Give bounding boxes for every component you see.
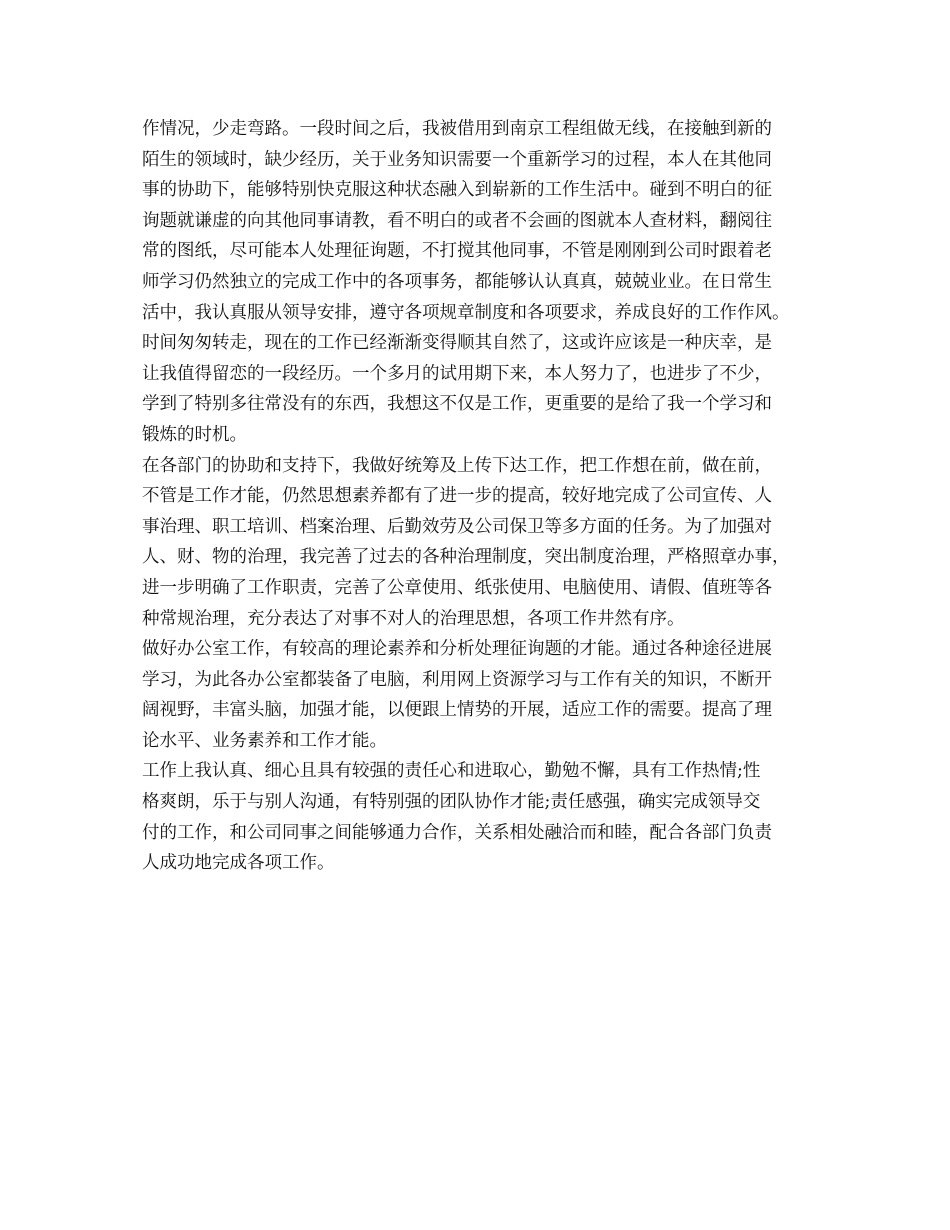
text-line: 让我值得留恋的一段经历。一个多月的试用期下来，本人努力了，也进步了不少， bbox=[142, 363, 772, 384]
text-line: 人成功地完成各项工作。 bbox=[142, 853, 335, 874]
text-line: 事治理、职工培训、档案治理、后勤效劳及公司保卫等多方面的任务。为了加强对 bbox=[142, 516, 772, 537]
text-line: 阔视野，丰富头脑，加强才能，以便跟上情势的开展，适应工作的需要。提高了理 bbox=[142, 700, 772, 721]
text-line: 人、财、物的治理，我完善了过去的各种治理制度，突出制度治理，严格照章办事， bbox=[142, 547, 790, 568]
text-line: 锻炼的时机。 bbox=[142, 424, 247, 445]
text-line: 付的工作，和公司同事之间能够通力合作，关系相处融洽而和睦，配合各部门负责 bbox=[142, 822, 772, 843]
text-line: 进一步明确了工作职责，完善了公章使用、纸张使用、电脑使用、请假、值班等各 bbox=[142, 577, 772, 598]
text-line: 不管是工作才能，仍然思想素养都有了进一步的提高，较好地完成了公司宣传、人 bbox=[142, 486, 772, 507]
text-line: 作情况，少走弯路。一段时间之后，我被借用到南京工程组做无线，在接触到新的 bbox=[142, 119, 772, 139]
text-line: 种常规治理，充分表达了对事不对人的治理思想，各项工作井然有序。 bbox=[142, 608, 685, 629]
text-line: 时间匆匆转走，现在的工作已经渐渐变得顺其自然了，这或许应该是一种庆幸，是 bbox=[142, 333, 772, 354]
text-line: 学习，为此各办公室都装备了电脑，利用网上资源学习与工作有关的知识，不断开 bbox=[142, 669, 772, 690]
text-line: 论水平、业务素养和工作才能。 bbox=[142, 730, 387, 751]
text-line: 格爽朗，乐于与别人沟通，有特别强的团队协作才能;责任感强，确实完成领导交 bbox=[142, 792, 761, 813]
text-line: 做好办公室工作，有较高的理论素养和分析处理征询题的才能。通过各种途径进展 bbox=[142, 639, 772, 660]
text-line: 学到了特别多往常没有的东西，我想这不仅是工作，更重要的是给了我一个学习和 bbox=[142, 394, 772, 415]
text-line: 事的协助下，能够特别快克服这种状态融入到崭新的工作生活中。碰到不明白的征 bbox=[142, 180, 772, 201]
text-line: 工作上我认真、细心且具有较强的责任心和进取心，勤勉不懈，具有工作热情;性 bbox=[142, 761, 761, 782]
text-line: 询题就谦虚的向其他同事请教，看不明白的或者不会画的图就本人查材料，翻阅往 bbox=[142, 210, 772, 231]
text-line: 在各部门的协助和支持下，我做好统筹及上传下达工作，把工作想在前，做在前， bbox=[142, 455, 772, 476]
text-line: 活中，我认真服从领导安排，遵守各项规章制度和各项要求，养成良好的工作作风。 bbox=[142, 302, 790, 323]
document-body bbox=[142, 114, 822, 879]
text-line: 陌生的领域时，缺少经历，关于业务知识需要一个重新学习的过程，本人在其他同 bbox=[142, 149, 772, 170]
text-line: 师学习仍然独立的完成工作中的各项事务，都能够认认真真，兢兢业业。在日常生 bbox=[142, 271, 772, 292]
text-line: 常的图纸，尽可能本人处理征询题，不打搅其他同事，不管是刚刚到公司时跟着老 bbox=[142, 241, 772, 262]
